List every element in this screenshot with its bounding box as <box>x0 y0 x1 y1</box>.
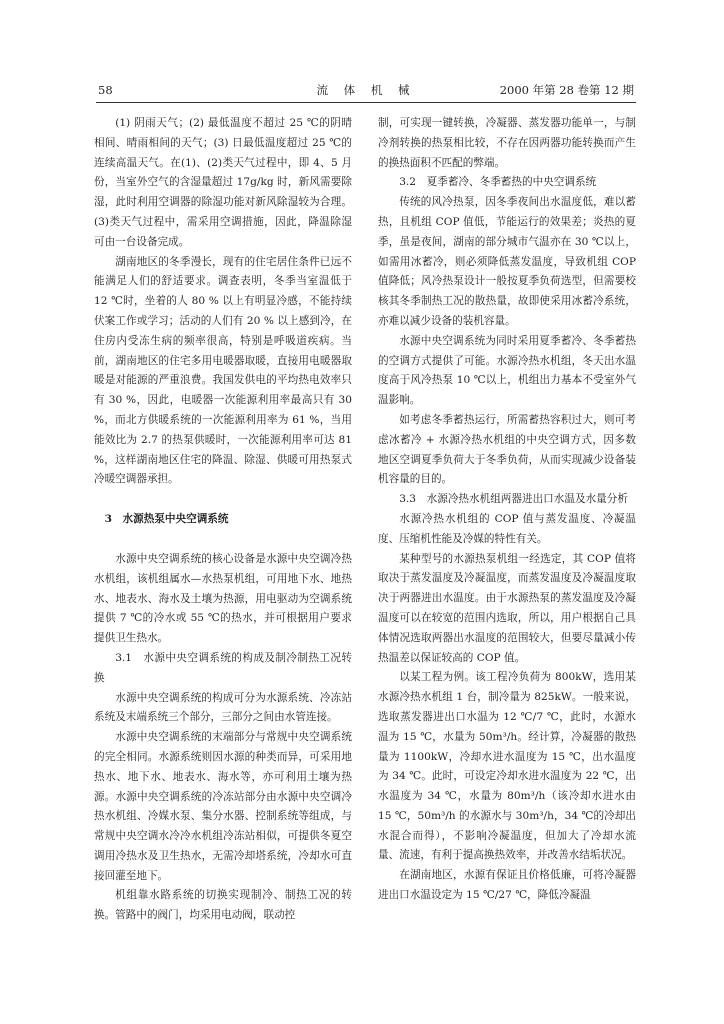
left-column <box>94 114 352 926</box>
paragraph: 以某工程为例。该工程冷负荷为 800kW，选用某水源冷热水机组 1 台，制冷量为 825kW。一般来说，选取蒸发器进出口水温为 12 ℃/7 ℃，此时，水源水温为 15 ℃，水量为 50m³/h。经计算，冷凝器的散热量为 1100kW，冷却水进水温度为 15 ℃，出水温度为 34 ℃。此时，可设定冷却水进水温度为 22 ℃，出水温度为 34 ℃，水量为 80m³/h（该冷却水进水由 15 ℃，50m³/h 的水源水与 30m³/h，34 ℃的冷却出水混合而得），不影响冷凝温度，但加大了冷却水流量、流速，有利于提高换热效率，并改善水结垢状况。 <box>378 671 636 862</box>
paragraph: 机组靠水路系统的切换实现制冷、制热工况的转换。管路中的阀门，均采用电动阀，联动控 <box>94 889 352 922</box>
paragraph: 水源中央空调系统为同时采用夏季蓄冷、冬季蓄热的空调方式提供了可能。水源冷热水机组，冬天出水温度高于风冷热泵 10 ℃以上，机组出力基本不受室外气温影响。 <box>378 334 636 407</box>
subsection-heading: 3.1 水源中央空调系统的构成及制冷制热工况转换 <box>94 651 352 684</box>
subsection-heading: 3.3 水源冷热水机组两器进出口水温及水量分析 <box>399 493 628 506</box>
subsection-heading: 3.2 夏季蓄冷、冬季蓄热的中央空调系统 <box>399 176 597 189</box>
paragraph: (1) 阴雨天气；(2) 最低温度不超过 25 ℃的阴晴相间、晴雨相间的天气；(3) 日最低温度超过 25 ℃的连续高温天气。在(1)、(2)类天气过程中，即 4、5 月份，当室外空气的含湿量超过 17g/kg 时，新风需要除湿，此时利用空调器的除湿功能对新风除湿较为合理。(3)类天气过程中，需采用空调措施，因此，降温除湿可由一台设备完成。 <box>94 117 352 248</box>
journal-title: 流 体 机 械 <box>316 83 416 97</box>
issue-info: 2000 年第 28 卷第 12 期 <box>499 83 634 97</box>
paragraph: 传统的风冷热泵，因冬季夜间出水温度低，难以蓄热，且机组 COP 值低，节能运行的效果差；炎热的夏季，虽是夜间，湖南的部分城市气温亦在 30 ℃以上，如需用冰蓄冷，则必须降低蒸发温度，导致机组 COP 值降低；风冷热泵设计一般按夏季负荷选型，但需要校核其冬季制热工况的散热量，故即使采用冰蓄冷系统，亦难以减少设备的装机容量。 <box>378 196 636 327</box>
paragraph: 某种型号的水源热泵机组一经选定，其 COP 值将取决于蒸发温度及冷凝温度，而蒸发温度及冷凝温度取决于两器进出水温度。由于水源热泵的蒸发温度及冷凝温度可以在较宽的范围内选取，所以，用户根据自己具体情况选取两器出水温度的范围较大，但要尽量减小传热温差以保证较高的 COP 值。 <box>378 552 636 664</box>
running-header <box>96 80 636 103</box>
page-number: 58 <box>98 83 113 97</box>
paragraph: 水源中央空调系统的核心设备是水源中央空调冷热水机组，该机组属水—水热泵机组，可用地下水、地热水、地表水、海水及土壤为热源，用电驱动为空调系统提供 7 ℃的冷水或 55 ℃的热水，并可根据用户要求提供卫生热水。 <box>94 552 352 645</box>
right-column <box>378 114 636 906</box>
paragraph: 在湖南地区，水源有保证且价格低廉，可将冷凝器进出口水温设定为 15 ℃/27 ℃，降低冷凝温 <box>378 869 636 902</box>
paragraph: 水源中央空调系统的末端部分与常规中央空调系统的完全相同。水源系统则因水源的种类而异，可采用地热水、地下水、地表水、海水等，亦可利用土壤为热源。水源中央空调系统的冷冻站部分由水源中央空调冷热水机组、冷媒水泵、集分水器、控制系统等组成，与常规中央空调水冷冷水机组冷冻站相似，可提供冬夏空调用冷热水及卫生热水，无需冷却塔系统，冷却水可直接回灌至地下。 <box>94 731 352 882</box>
paragraph: 水源冷热水机组的 COP 值与蒸发温度、冷凝温度、压缩机性能及冷媒的特性有关。 <box>378 512 636 545</box>
paragraph: 水源中央空调系统的构成可分为水源系统、冷冻站系统及末端系统三个部分，三部分之间由水管连接。 <box>94 691 352 724</box>
paragraph: 湖南地区的冬季漫长，现有的住宅居住条件已远不能满足人们的舒适要求。调查表明，冬季当室温低于 12 ℃时，坐着的人 80 % 以上有明显冷感，不能持续伏案工作或学习；活动的人们有 20 % 以上感到冷，在住房内受冻生病的频率很高，特别是呼吸道疾病。当前，湖南地区的住宅多用电暖器取暖，直接用电暖器取暖是对能源的严重浪费。我国发供电的平均热电效率只有 30 %，因此，电暖器一次能源利用率最高只有 30 %，而北方供暖系统的一次能源利用率为 61 %，当用能效比为 2.7 的热泵供暖时，一次能源利用率可达 81 %，这样湖南地区住宅的降温、除湿、供暖可用热泵式冷暖空调器承担。 <box>94 255 352 486</box>
paragraph: 制，可实现一键转换，冷凝器、蒸发器功能单一，与制冷剂转换的热泵相比较，不存在因两器功能转换而产生的换热面积不匹配的弊端。 <box>378 117 636 169</box>
section-heading: 3 水源热泵中央空调系统 <box>104 513 229 526</box>
paragraph: 如考虑冬季蓄热运行，所需蓄热容积过大，则可考虑冰蓄冷 + 水源冷热水机组的中央空调方式，因多数地区空调夏季负荷大于冬季负荷，从而实现减少设备装机容量的目的。 <box>378 413 636 486</box>
